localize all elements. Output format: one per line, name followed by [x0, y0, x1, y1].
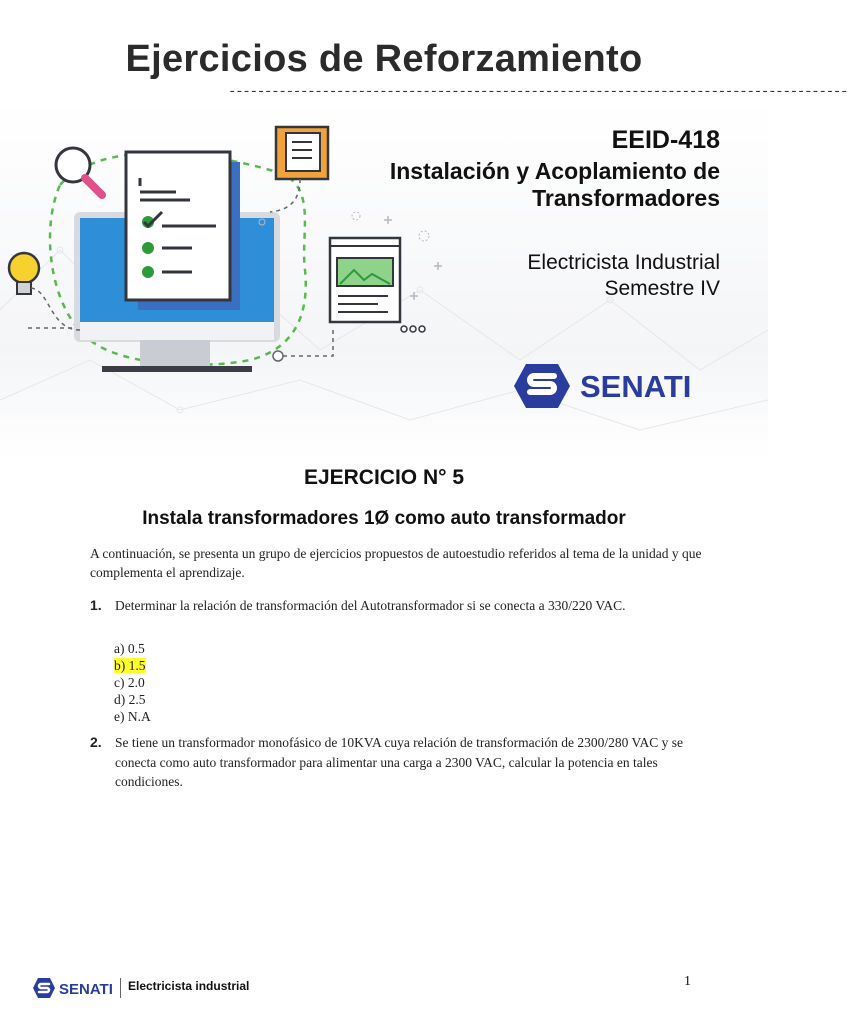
- intro-paragraph: A continuación, se presenta un grupo de ejercicios propuestos de autoestudio referidos al tema de la unidad y que complementa el aprendizaje.: [90, 546, 702, 580]
- exercise-subtitle: Instala transformadores 1Ø como auto transformador: [142, 508, 626, 529]
- question-text: Determinar la relación de transformación del Autotransformador si se conecta a 330/220 VAC.: [115, 598, 626, 613]
- option-d: d) 2.5: [114, 692, 146, 707]
- logo-wordmark: SENATI: [580, 369, 692, 404]
- page-number: 1: [684, 974, 691, 989]
- course-code: EEID-418: [611, 126, 720, 154]
- career-name: Electricista Industrial: [527, 251, 720, 274]
- question-number: 2.: [90, 734, 102, 750]
- option-e: e) N.A: [114, 709, 151, 724]
- page-title: Ejercicios de Reforzamiento: [125, 38, 643, 80]
- question-2: [90, 733, 710, 792]
- course-name-line1: Instalación y Acoplamiento de: [389, 158, 720, 184]
- footer-text: Electricista industrial: [128, 979, 250, 993]
- option-a: a) 0.5: [114, 641, 145, 656]
- career-info: [527, 250, 720, 302]
- answer-options: [114, 640, 151, 725]
- option-c: c) 2.0: [114, 675, 145, 690]
- question-number: 1.: [90, 597, 102, 613]
- course-name-line2: Transformadores: [532, 185, 720, 211]
- footer-logo-wordmark: SENATI: [59, 981, 113, 998]
- senati-logo: [512, 358, 732, 414]
- exercise-title: EJERCICIO N° 5: [303, 466, 465, 489]
- footer-divider: [120, 978, 121, 998]
- question-1: [90, 596, 690, 615]
- option-b-highlighted: b) 1.5: [114, 658, 146, 673]
- question-text: Se tiene un transformador monofásico de 10KVA cuya relación de transformación de 2300/280 VAC y se conecta como auto transformador para alimentar una carga a 2300 VAC, calcular la potencia en tales condiciones.: [115, 735, 683, 789]
- semester: Semestre IV: [604, 277, 720, 300]
- title-underline: --------------------------------------------------------------------------------------: [228, 84, 847, 100]
- course-name: [300, 158, 720, 212]
- footer-senati-logo: [32, 976, 118, 1000]
